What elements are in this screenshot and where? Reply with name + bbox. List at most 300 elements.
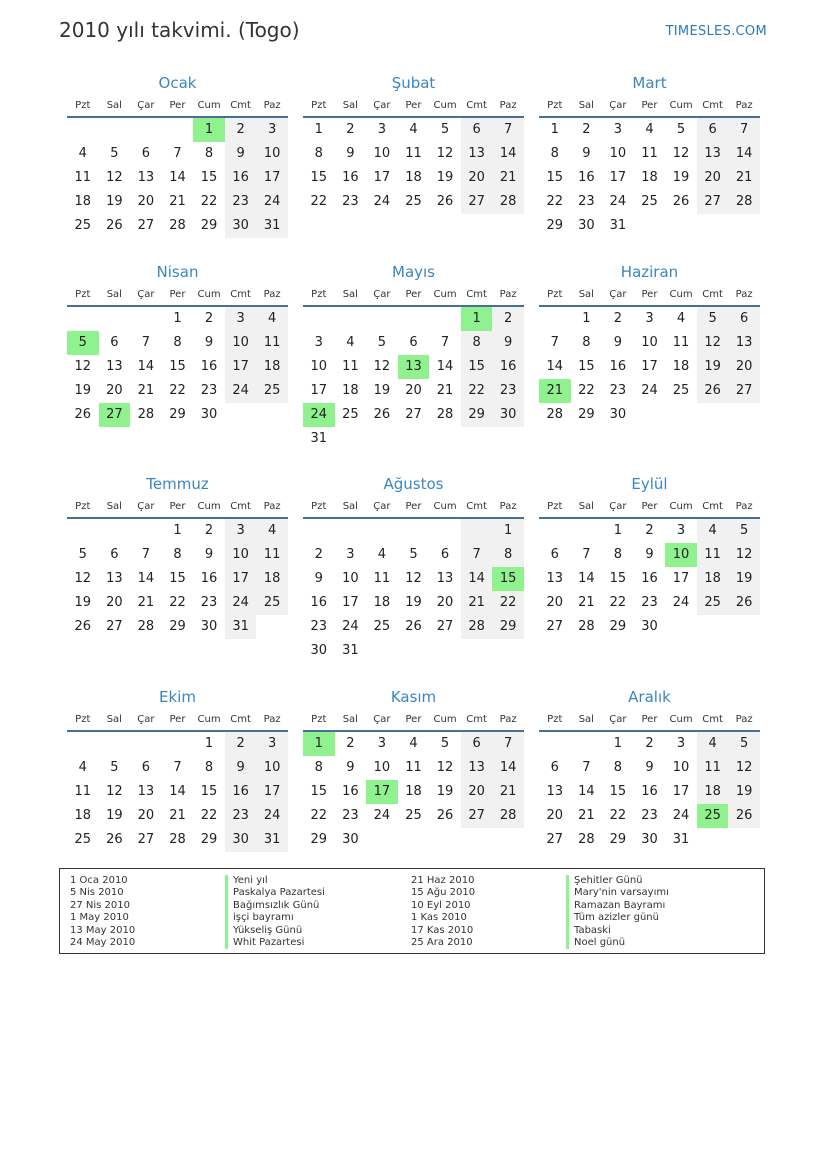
day-cell: 3 xyxy=(225,519,257,543)
month-3 xyxy=(539,72,760,238)
day-cell: 10 xyxy=(256,756,288,780)
weekday-label: Cmt xyxy=(230,501,251,512)
legend-dates-column xyxy=(411,875,475,949)
day-cell: 13 xyxy=(398,355,430,379)
weekday-label: Per xyxy=(405,100,422,111)
day-cell: 4 xyxy=(256,307,288,331)
day-empty xyxy=(366,427,398,451)
day-cell: 9 xyxy=(225,756,257,780)
day-cell: 21 xyxy=(137,595,155,610)
day-cell: 28 xyxy=(578,832,595,847)
legend-names-column xyxy=(566,875,669,949)
day-cell: 25 xyxy=(74,218,92,233)
week-row xyxy=(539,118,760,142)
day-cell: 19 xyxy=(106,808,123,823)
week-row xyxy=(67,756,288,780)
day-cell: 6 xyxy=(440,547,450,562)
day-empty xyxy=(99,307,131,331)
day-cell: 22 xyxy=(200,808,218,823)
week-row xyxy=(539,403,760,427)
day-cell: 8 xyxy=(461,331,493,355)
day-cell: 12 xyxy=(373,359,391,374)
day-empty xyxy=(366,307,398,331)
weekday-label: Pzt xyxy=(311,289,327,300)
weekday-label: Pzt xyxy=(75,289,91,300)
day-cell: 18 xyxy=(697,780,729,804)
day-cell: 30 xyxy=(310,643,328,658)
day-cell: 1 xyxy=(613,523,623,538)
day-cell: 10 xyxy=(256,142,288,166)
day-empty xyxy=(697,403,729,427)
day-cell: 27 xyxy=(546,619,564,634)
day-empty xyxy=(728,403,760,427)
day-cell: 2 xyxy=(204,311,214,326)
day-cell: 27 xyxy=(405,407,422,422)
weekday-label: Per xyxy=(405,501,422,512)
legend-names-column xyxy=(225,875,325,949)
week-row xyxy=(67,591,288,615)
week-row xyxy=(303,756,524,780)
month-name: Nisan xyxy=(156,263,199,281)
weekday-label: Cmt xyxy=(466,714,487,725)
day-empty xyxy=(492,828,524,852)
week-row xyxy=(539,331,760,355)
day-cell: 23 xyxy=(310,619,328,634)
day-cell: 3 xyxy=(256,732,288,756)
day-cell: 29 xyxy=(200,218,218,233)
day-cell: 22 xyxy=(310,808,328,823)
day-cell: 11 xyxy=(373,571,391,586)
week-row xyxy=(539,567,760,591)
day-cell: 13 xyxy=(546,571,564,586)
day-cell: 4 xyxy=(78,760,87,775)
day-cell: 31 xyxy=(672,832,690,847)
weekday-label: Çar xyxy=(609,289,627,300)
month-name: Ekim xyxy=(159,688,196,706)
day-cell: 29 xyxy=(546,218,564,233)
day-cell: 30 xyxy=(492,403,524,427)
weekday-label: Per xyxy=(405,289,422,300)
day-cell: 20 xyxy=(728,355,760,379)
day-cell: 12 xyxy=(106,784,123,799)
week-row xyxy=(67,118,288,142)
weekday-label: Cmt xyxy=(230,100,251,111)
day-cell: 3 xyxy=(377,736,387,751)
day-cell: 18 xyxy=(697,567,729,591)
week-row xyxy=(303,307,524,331)
day-cell: 9 xyxy=(314,571,323,586)
day-cell: 26 xyxy=(373,407,391,422)
day-empty xyxy=(366,828,398,852)
month-1 xyxy=(67,72,288,238)
month-name: Eylül xyxy=(631,475,668,493)
day-cell: 9 xyxy=(346,760,355,775)
weekday-label: Per xyxy=(405,714,422,725)
day-cell: 7 xyxy=(582,547,591,562)
weekday-label: Pzt xyxy=(547,289,563,300)
day-cell: 7 xyxy=(728,118,760,142)
day-cell: 16 xyxy=(492,355,524,379)
weekday-label: Çar xyxy=(373,714,391,725)
day-cell: 22 xyxy=(169,595,186,610)
week-row xyxy=(539,214,760,238)
day-cell: 26 xyxy=(106,832,123,847)
day-cell: 27 xyxy=(461,804,493,828)
day-empty xyxy=(366,639,398,663)
day-cell: 3 xyxy=(377,122,387,137)
legend-holiday-name: Yükseliş Günü xyxy=(225,925,325,937)
week-row xyxy=(303,567,524,591)
day-cell: 20 xyxy=(405,383,422,398)
week-row xyxy=(303,732,524,756)
day-cell: 23 xyxy=(578,194,595,209)
legend-date: 1 Kas 2010 xyxy=(411,912,467,924)
day-cell: 17 xyxy=(256,166,288,190)
weekday-label: Paz xyxy=(735,100,753,111)
day-empty xyxy=(256,615,288,639)
day-cell: 18 xyxy=(74,194,92,209)
day-cell: 15 xyxy=(546,170,564,185)
day-cell: 16 xyxy=(310,595,328,610)
week-row xyxy=(539,190,760,214)
day-cell: 16 xyxy=(641,571,658,586)
day-empty xyxy=(665,615,697,639)
day-cell: 25 xyxy=(256,379,288,403)
day-empty xyxy=(492,639,524,663)
day-empty xyxy=(728,214,760,238)
weekday-label: Sal xyxy=(342,289,358,300)
week-row xyxy=(539,615,760,639)
day-cell: 3 xyxy=(346,547,355,562)
day-cell: 20 xyxy=(461,166,493,190)
day-cell: 21 xyxy=(728,166,760,190)
day-cell: 15 xyxy=(200,784,218,799)
day-empty xyxy=(303,307,335,331)
legend-holiday-name: Whit Pazartesi xyxy=(225,937,325,949)
weekday-header xyxy=(67,495,288,519)
day-cell: 16 xyxy=(342,170,359,185)
week-row xyxy=(303,780,524,804)
day-cell: 13 xyxy=(461,142,493,166)
day-cell: 20 xyxy=(106,383,123,398)
day-cell: 21 xyxy=(539,379,571,403)
day-cell: 9 xyxy=(613,335,623,350)
legend-holiday-name: Mary'nin varsayımı xyxy=(566,887,669,899)
weekday-label: Paz xyxy=(263,100,281,111)
weekday-header xyxy=(303,708,524,732)
day-cell: 31 xyxy=(256,828,288,852)
week-row xyxy=(539,142,760,166)
day-cell: 19 xyxy=(697,355,729,379)
brand-link[interactable]: TIMESLES.COM xyxy=(665,24,767,39)
day-cell: 18 xyxy=(405,784,422,799)
day-cell: 26 xyxy=(728,804,760,828)
day-cell: 19 xyxy=(74,595,92,610)
weekday-label: Pzt xyxy=(311,100,327,111)
day-cell: 5 xyxy=(728,732,760,756)
day-empty xyxy=(99,732,131,756)
day-cell: 14 xyxy=(728,142,760,166)
month-8 xyxy=(303,473,524,663)
day-cell: 2 xyxy=(204,523,214,538)
day-cell: 9 xyxy=(645,547,654,562)
day-cell: 15 xyxy=(609,784,627,799)
day-cell: 8 xyxy=(613,547,623,562)
day-empty xyxy=(634,403,666,427)
week-row xyxy=(303,615,524,639)
day-cell: 27 xyxy=(697,190,729,214)
day-empty xyxy=(99,519,131,543)
week-row xyxy=(303,166,524,190)
day-cell: 1 xyxy=(550,122,559,137)
day-cell: 7 xyxy=(461,543,493,567)
weekday-label: Per xyxy=(169,100,186,111)
day-cell: 23 xyxy=(641,808,658,823)
week-row xyxy=(539,543,760,567)
day-cell: 7 xyxy=(492,732,524,756)
day-empty xyxy=(130,519,162,543)
day-cell: 18 xyxy=(405,170,422,185)
day-cell: 25 xyxy=(672,383,690,398)
week-row xyxy=(303,403,524,427)
weekday-label: Pzt xyxy=(311,501,327,512)
day-cell: 12 xyxy=(728,756,760,780)
weekday-label: Sal xyxy=(106,714,122,725)
weekday-label: Çar xyxy=(609,714,627,725)
day-cell: 5 xyxy=(697,307,729,331)
day-empty xyxy=(335,307,367,331)
day-cell: 30 xyxy=(641,832,658,847)
day-empty xyxy=(539,307,571,331)
day-cell: 4 xyxy=(409,736,418,751)
day-cell: 19 xyxy=(436,170,454,185)
day-cell: 2 xyxy=(314,547,323,562)
day-cell: 13 xyxy=(137,170,155,185)
legend-holiday-name: Şehitler Günü xyxy=(566,875,669,887)
day-cell: 21 xyxy=(169,808,186,823)
day-cell: 7 xyxy=(141,335,151,350)
day-cell: 15 xyxy=(609,571,627,586)
day-cell: 29 xyxy=(609,832,627,847)
day-empty xyxy=(429,427,461,451)
day-cell: 8 xyxy=(314,760,323,775)
week-row xyxy=(539,732,760,756)
week-row xyxy=(67,379,288,403)
day-cell: 11 xyxy=(697,756,729,780)
day-cell: 9 xyxy=(645,760,654,775)
day-cell: 13 xyxy=(697,142,729,166)
day-cell: 26 xyxy=(436,808,454,823)
day-cell: 13 xyxy=(728,331,760,355)
weekday-label: Sal xyxy=(578,501,594,512)
day-cell: 14 xyxy=(578,784,595,799)
day-cell: 1 xyxy=(193,118,225,142)
day-cell: 13 xyxy=(546,784,564,799)
day-cell: 5 xyxy=(110,760,119,775)
day-empty xyxy=(461,519,493,543)
day-cell: 1 xyxy=(613,736,623,751)
day-cell: 22 xyxy=(609,808,627,823)
day-cell: 6 xyxy=(141,760,151,775)
day-cell: 20 xyxy=(461,780,493,804)
day-cell: 1 xyxy=(314,122,323,137)
day-cell: 28 xyxy=(169,218,186,233)
day-cell: 21 xyxy=(137,383,155,398)
day-cell: 11 xyxy=(697,543,729,567)
day-cell: 30 xyxy=(225,828,257,852)
week-row xyxy=(539,519,760,543)
weekday-label: Sal xyxy=(342,100,358,111)
day-cell: 6 xyxy=(141,146,151,161)
day-cell: 13 xyxy=(436,571,454,586)
day-cell: 24 xyxy=(303,403,335,427)
day-cell: 4 xyxy=(377,547,387,562)
day-cell: 26 xyxy=(436,194,454,209)
day-cell: 24 xyxy=(373,194,391,209)
day-cell: 24 xyxy=(256,190,288,214)
week-row xyxy=(303,331,524,355)
day-cell: 5 xyxy=(67,331,99,355)
day-empty xyxy=(130,307,162,331)
weekday-label: Pzt xyxy=(311,714,327,725)
day-cell: 8 xyxy=(173,335,182,350)
weekday-header xyxy=(67,283,288,307)
day-cell: 3 xyxy=(314,335,323,350)
day-cell: 14 xyxy=(492,142,524,166)
day-cell: 18 xyxy=(74,808,92,823)
day-cell: 25 xyxy=(697,804,729,828)
day-cell: 19 xyxy=(74,383,92,398)
day-empty xyxy=(697,214,729,238)
month-6 xyxy=(539,261,760,427)
day-cell: 26 xyxy=(405,619,422,634)
weekday-label: Pzt xyxy=(75,501,91,512)
weekday-label: Per xyxy=(169,714,186,725)
weekday-label: Çar xyxy=(137,289,155,300)
day-cell: 31 xyxy=(609,218,627,233)
day-cell: 24 xyxy=(342,619,359,634)
day-cell: 15 xyxy=(461,355,493,379)
weekday-label: Cmt xyxy=(466,100,487,111)
day-empty xyxy=(398,828,430,852)
legend-holiday-name: Noel günü xyxy=(566,937,669,949)
day-cell: 25 xyxy=(405,194,422,209)
day-cell: 10 xyxy=(609,146,627,161)
day-empty xyxy=(256,403,288,427)
weekday-label: Çar xyxy=(137,100,155,111)
weekday-label: Per xyxy=(641,714,658,725)
day-cell: 2 xyxy=(645,523,654,538)
day-cell: 13 xyxy=(106,571,123,586)
day-empty xyxy=(492,427,524,451)
weekday-header xyxy=(539,495,760,519)
day-cell: 27 xyxy=(728,379,760,403)
weekday-label: Paz xyxy=(263,289,281,300)
day-cell: 12 xyxy=(74,571,92,586)
day-cell: 28 xyxy=(461,615,493,639)
day-empty xyxy=(665,214,697,238)
month-9 xyxy=(539,473,760,639)
weekday-label: Paz xyxy=(735,714,753,725)
day-cell: 24 xyxy=(256,804,288,828)
weekday-label: Cum xyxy=(433,714,457,725)
day-cell: 17 xyxy=(310,383,328,398)
day-cell: 2 xyxy=(645,736,654,751)
week-row xyxy=(303,828,524,852)
day-cell: 26 xyxy=(106,218,123,233)
weekday-label: Cum xyxy=(433,289,457,300)
day-cell: 7 xyxy=(440,335,450,350)
week-row xyxy=(539,591,760,615)
day-cell: 29 xyxy=(310,832,328,847)
day-empty xyxy=(162,732,194,756)
day-cell: 20 xyxy=(436,595,454,610)
day-cell: 25 xyxy=(373,619,391,634)
day-cell: 21 xyxy=(492,166,524,190)
weekday-label: Cmt xyxy=(702,289,723,300)
weekday-label: Sal xyxy=(342,714,358,725)
day-empty xyxy=(461,639,493,663)
legend-holiday-name: Ramazan Bayramı xyxy=(566,900,669,912)
day-cell: 27 xyxy=(137,218,155,233)
week-row xyxy=(67,142,288,166)
month-7 xyxy=(67,473,288,639)
day-cell: 2 xyxy=(492,307,524,331)
day-cell: 2 xyxy=(582,122,591,137)
week-row xyxy=(303,379,524,403)
week-row xyxy=(539,379,760,403)
day-cell: 29 xyxy=(578,407,595,422)
day-cell: 3 xyxy=(613,122,623,137)
legend-holiday-name: işçi bayramı xyxy=(225,912,325,924)
day-cell: 12 xyxy=(405,571,422,586)
day-cell: 15 xyxy=(169,359,186,374)
day-cell: 28 xyxy=(137,407,155,422)
day-cell: 16 xyxy=(578,170,595,185)
day-empty xyxy=(697,615,729,639)
day-cell: 4 xyxy=(78,146,87,161)
day-cell: 22 xyxy=(609,595,627,610)
day-cell: 3 xyxy=(645,311,654,326)
legend-date: 15 Ağu 2010 xyxy=(411,887,476,899)
day-cell: 1 xyxy=(582,311,591,326)
day-cell: 5 xyxy=(728,519,760,543)
legend-date: 24 May 2010 xyxy=(70,937,136,949)
weekday-label: Çar xyxy=(137,501,155,512)
day-cell: 14 xyxy=(436,359,454,374)
day-empty xyxy=(571,519,603,543)
day-cell: 16 xyxy=(225,166,257,190)
day-cell: 16 xyxy=(609,359,627,374)
day-cell: 2 xyxy=(225,118,257,142)
day-cell: 11 xyxy=(256,331,288,355)
weekday-label: Per xyxy=(641,501,658,512)
day-empty xyxy=(67,307,99,331)
day-cell: 6 xyxy=(550,547,559,562)
day-cell: 22 xyxy=(578,383,595,398)
weekday-header xyxy=(303,94,524,118)
page-title: 2010 yılı takvimi. (Togo) xyxy=(59,18,300,42)
day-cell: 6 xyxy=(461,118,493,142)
month-name: Aralık xyxy=(628,688,671,706)
day-empty xyxy=(398,639,430,663)
day-cell: 19 xyxy=(672,170,690,185)
day-cell: 19 xyxy=(106,194,123,209)
day-cell: 8 xyxy=(173,547,182,562)
week-row xyxy=(67,543,288,567)
legend-date: 5 Nis 2010 xyxy=(70,887,124,899)
weekday-label: Cum xyxy=(669,501,693,512)
